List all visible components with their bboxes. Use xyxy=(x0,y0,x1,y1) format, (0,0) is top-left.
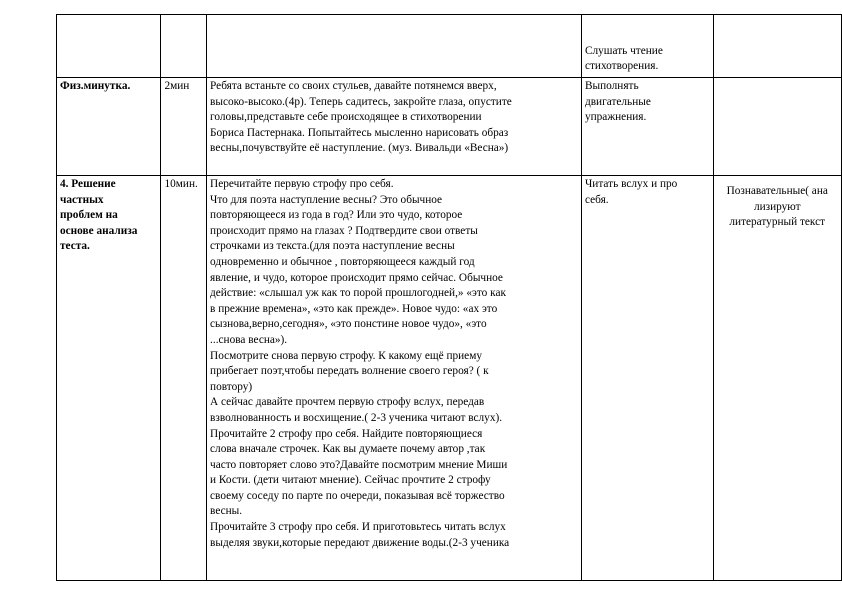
stage-cell xyxy=(57,15,161,78)
cell-text-line: А сейчас давайте прочтем первую строфу вслух, передав xyxy=(210,396,485,409)
stage-cell xyxy=(57,78,161,176)
cell-text-line: повторяющееся из года в год? Или это чудо, которое xyxy=(210,209,463,222)
cell-text-line: часто повторяет слово это?Давайте посмотрим мнение Миши xyxy=(210,458,508,471)
cell-text-line: головы,представьте себе происходящее в стихотворении xyxy=(210,111,482,124)
cell-text-line: Прочитайте 3 строфу про себя. И приготовьтесь читать вслух xyxy=(210,521,506,534)
cell-text-line: упражнения. xyxy=(584,111,647,124)
cell-text-line: частных xyxy=(60,193,104,206)
cell-text-line: 4. Решение xyxy=(60,178,116,190)
cell-text-line: Прочитайте 2 строфу про себя. Найдите повторяющиеся xyxy=(210,427,483,440)
cell-text-line: литературный текст xyxy=(729,216,826,229)
table-row xyxy=(57,15,842,78)
teacher-activity-cell xyxy=(207,15,582,78)
cell-text-line: строчками из текста.(для поэта наступление весны xyxy=(210,240,455,253)
cell-text-line: действие: «слышал уж как то порой прошлогодней,» «это как xyxy=(210,287,506,300)
cell-text-line: происходит прямо на глазах ? Подтвердите свои ответы xyxy=(210,224,478,237)
cell-text-line: двигательные xyxy=(584,95,651,108)
student-activity-cell xyxy=(581,78,713,176)
cell-text-line: весны,почувствуйте её наступление. (муз. Вивальди «Весна») xyxy=(210,142,509,155)
cell-text-line: взволнованность и восхищение.( 2-3 ученика читают вслух). xyxy=(210,411,503,424)
stage-cell xyxy=(57,176,161,581)
cell-text-line: ...снова весна»). xyxy=(210,333,288,346)
time-cell xyxy=(161,15,207,78)
uud-cell xyxy=(713,78,842,176)
student-activity-cell xyxy=(581,176,713,581)
cell-text-line: явление, и чудо, которое происходит прямо сейчас. Обычное xyxy=(210,271,503,284)
cell-text-line: повтору) xyxy=(210,380,253,393)
cell-text-line: лизируют xyxy=(753,200,801,213)
cell-text-line: проблем на xyxy=(60,209,118,222)
cell-text-line: теста. xyxy=(60,240,90,253)
time-text: 2мин xyxy=(164,80,190,92)
cell-text-line: сызнова,верно,сегодня», «это понстине новое чудо», «это xyxy=(210,318,487,331)
cell-text-line: Перечитайте первую строфу про себя. xyxy=(210,178,394,190)
cell-text-line: основе анализа xyxy=(60,224,138,237)
cell-text-line: Бориса Пастернака. Попытайтесь мысленно нарисовать образ xyxy=(210,126,509,139)
cell-text-line: одновременно и обычное , повторяющееся каждый год xyxy=(210,255,475,268)
time-cell xyxy=(161,78,207,176)
cell-text-line: себя. xyxy=(584,193,609,206)
cell-text-line: Читать вслух и про xyxy=(584,178,678,190)
teacher-activity-cell xyxy=(207,176,582,581)
lesson-plan-table xyxy=(56,14,842,581)
uud-cell xyxy=(713,176,842,581)
time-cell xyxy=(161,176,207,581)
cell-text-line: Посмотрите снова первую строфу. К какому ещё приему xyxy=(210,349,482,362)
cell-text-line: Познавательные( ана xyxy=(726,185,828,197)
cell-text-line: Что для поэта наступление весны? Это обычное xyxy=(210,193,443,206)
cell-text-line: и Кости. (дети читают мнение). Сейчас прочтите 2 строфу xyxy=(210,474,491,487)
cell-text-line: своему соседу по парте по очереди, показывая всё торжество xyxy=(210,489,505,502)
uud-cell xyxy=(713,15,842,78)
table-row xyxy=(57,78,842,176)
student-activity-cell xyxy=(581,15,713,78)
cell-text-line: в прежние времена», «это как прежде». Новое чудо: «ах это xyxy=(210,302,498,315)
cell-text-line: выделяя звуки,которые передают движение воды.(2-3 ученика xyxy=(210,536,510,549)
cell-text-line: высоко-высоко.(4р). Теперь садитесь, закройте глаза, опустите xyxy=(210,95,512,108)
cell-text-line: Физ.минутка. xyxy=(60,80,131,92)
cell-text-line: Слушать чтение xyxy=(584,44,663,57)
table-row xyxy=(57,176,842,581)
cell-text-line: слова вначале строчек. Как вы думаете почему автор ,так xyxy=(210,443,486,456)
cell-text-line: весны. xyxy=(210,505,243,518)
cell-text-line: стихотворения. xyxy=(584,60,659,73)
time-text: 10мин. xyxy=(164,178,198,190)
teacher-activity-cell xyxy=(207,78,582,176)
cell-text-line: Ребята встаньте со своих стульев, давайте потянемся вверх, xyxy=(210,80,497,92)
cell-text-line: Выполнять xyxy=(584,80,639,92)
cell-text-line: прибегает поэт,чтобы передать волнение своего героя? ( к xyxy=(210,365,489,378)
